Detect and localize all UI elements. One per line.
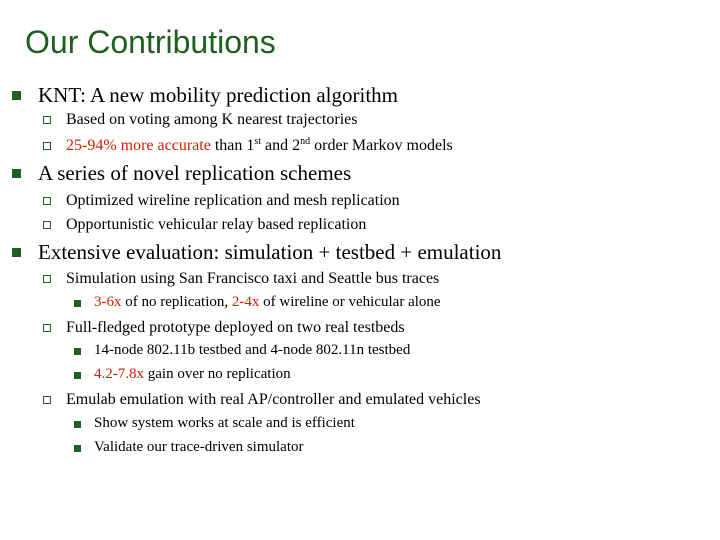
hollow-square-bullet-icon xyxy=(43,116,51,124)
text-fragment: than 1 xyxy=(210,137,255,154)
sub-bullet-prototype: Full-fledged prototype deployed on two real testbeds xyxy=(66,319,405,336)
hollow-square-bullet-icon xyxy=(43,221,51,229)
sub-sub-bullet-testbed-gain xyxy=(94,367,291,382)
slide-title: Our Contributions xyxy=(25,24,276,60)
superscript-st: st xyxy=(254,136,262,147)
sub-sub-bullet-testbeds: 14-node 802.11b testbed and 4-node 802.11n testbed xyxy=(94,342,411,358)
sub-bullet-voting: Based on voting among K nearest trajectories xyxy=(66,111,358,128)
square-bullet-icon xyxy=(12,91,21,100)
sub-sub-bullet-scale: Show system works at scale and is efficient xyxy=(94,415,355,431)
sub-bullet-wireline: Optimized wireline replication and mesh replication xyxy=(66,192,400,209)
square-bullet-icon xyxy=(74,300,81,307)
square-bullet-icon xyxy=(12,169,21,178)
sub-bullet-emulab: Emulab emulation with real AP/controller and emulated vehicles xyxy=(66,391,481,408)
square-bullet-icon xyxy=(74,445,81,452)
square-bullet-icon xyxy=(12,248,21,257)
hollow-square-bullet-icon xyxy=(43,396,51,404)
highlight-testbed-gain: 4.2-7.8x xyxy=(94,366,144,382)
text-fragment: of no replication, xyxy=(121,294,232,310)
bullet-knt: KNT: A new mobility prediction algorithm xyxy=(38,83,398,107)
hollow-square-bullet-icon xyxy=(43,197,51,205)
square-bullet-icon xyxy=(74,348,81,355)
bullet-replication: A series of novel replication schemes xyxy=(38,161,352,185)
bullet-evaluation: Extensive evaluation: simulation + testbed + emulation xyxy=(38,240,502,264)
superscript-nd: nd xyxy=(300,136,311,147)
square-bullet-icon xyxy=(74,421,81,428)
hollow-square-bullet-icon xyxy=(43,275,51,283)
square-bullet-icon xyxy=(74,372,81,379)
hollow-square-bullet-icon xyxy=(43,142,51,150)
text-fragment: of wireline or vehicular alone xyxy=(259,294,441,310)
text-fragment: gain over no replication xyxy=(144,366,291,382)
highlight-sim-gain: 3-6x xyxy=(94,294,122,310)
sub-bullet-accuracy xyxy=(66,138,453,154)
highlight-accuracy: 25-94% more accurate xyxy=(66,137,211,154)
sub-sub-bullet-sim-results xyxy=(94,295,441,310)
text-fragment: order Markov models xyxy=(310,137,453,154)
sub-bullet-simulation: Simulation using San Francisco taxi and Seattle bus traces xyxy=(66,270,440,287)
hollow-square-bullet-icon xyxy=(43,324,51,332)
highlight-wireline-gain: 2-4x xyxy=(231,294,260,310)
sub-bullet-relay: Opportunistic vehicular relay based replication xyxy=(66,216,367,233)
sub-sub-bullet-simulator: Validate our trace-driven simulator xyxy=(94,439,304,455)
text-fragment: and 2 xyxy=(261,137,301,154)
